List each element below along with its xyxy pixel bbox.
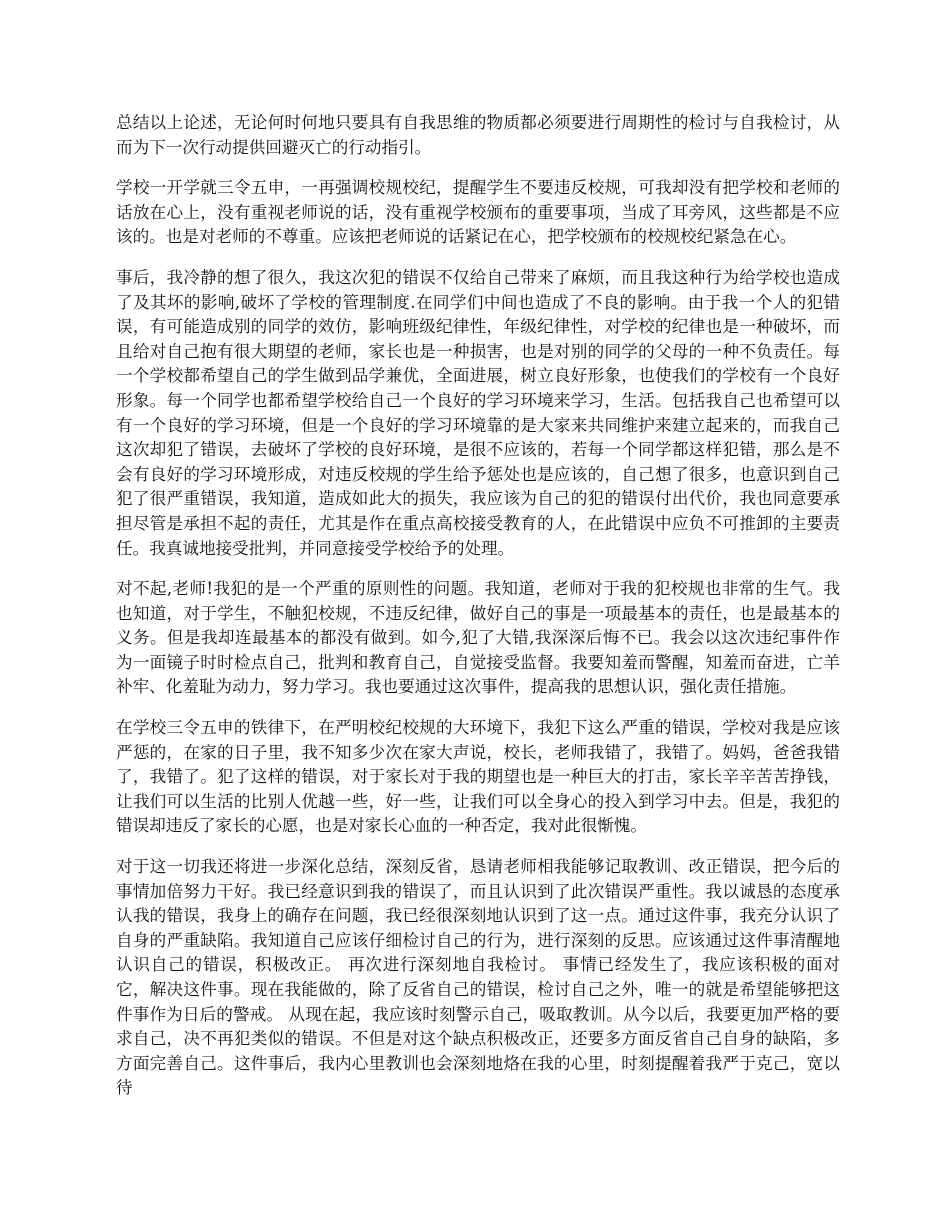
paragraph-2: 学校一开学就三令五申，一再强调校规校纪，提醒学生不要违反校规，可我却没有把学校和老师的话放在心上，没有重视老师说的话，没有重视学校颁布的重要事项，当成了耳旁风，这些都是不应该的。也是对老师的不尊重。应该把老师说的话紧记在心，把学校颁布的校规校纪紧急在心。 xyxy=(116,178,840,247)
paragraph-6: 对于这一切我还将进一步深化总结，深刻反省，恳请老师相我能够记取教训、改正错误，把今后的事情加倍努力干好。我已经意识到我的错误了，而且认识到了此次错误严重性。我以诚恳的态度承认我的错误，我身上的确存在问题，我已经很深刻地认识到了这一点。通过这件事，我充分认识了自身的严重缺陷。我知道自己应该仔细检讨自己的行为，进行深刻的反思。应该通过这件事清醒地认识自己的错误，积极改正。 再次进行深刻地自我检讨。 事情已经发生了，我应该积极的面对它，解决这件事。现在我能做的，除了反省自己的错误，检讨自己之外，唯一的就是希望能够把这件事作为日后的警戒。 从现在起，我应该时刻警示自己，吸取教训。从今以后，我要更加严格的要求自己，决不再犯类似的错误。不但是对这个缺点积极改正，还要多方面反省自己自身的缺陷，多方面完善自己。这件事后，我内心里教训也会深刻地烙在我的心里，时刻提醒着我严于克己，宽以待 xyxy=(116,857,840,1098)
paragraph-3: 事后，我冷静的想了很久，我这次犯的错误不仅给自己带来了麻烦，而且我这种行为给学校也造成了及其坏的影响,破坏了学校的管理制度.在同学们中间也造成了不良的影响。由于我一个人的犯错误，有可能造成别的同学的效仿，影响班级纪律性，年级纪律性，对学校的纪律也是一种破坏，而且给对自己抱有很大期望的老师，家长也是一种损害，也是对别的同学的父母的一种不负责任。每一个学校都希望自己的学生做到品学兼优，全面进展，树立良好形象，也使我们的学校有一个良好形象。每一个同学也都希望学校给自己一个良好的学习环境来学习，生活。包括我自己也希望可以有一个良好的学习环境，但是一个良好的学习环境靠的是大家来共同维护来建立起来的，而我自己这次却犯了错误，去破坏了学校的良好环境，是很不应该的，若每一个同学都这样犯错，那么是不会有良好的学习环境形成，对违反校规的学生给予惩处也是应该的，自己想了很多，也意识到自己犯了很严重错误，我知道，造成如此大的损失，我应该为自己的犯的错误付出代价，我也同意要承担尽管是承担不起的责任，尤其是作在重点高校接受教育的人，在此错误中应负不可推卸的主要责任。我真诚地接受批判，并同意接受学校给予的处理。 xyxy=(116,267,840,558)
document-body xyxy=(116,111,840,1117)
paragraph-4: 对不起,老师!我犯的是一个严重的原则性的问题。我知道，老师对于我的犯校规也非常的生气。我也知道，对于学生，不触犯校规，不违反纪律，做好自己的事是一项最基本的责任，也是最基本的义务。但是我却连最基本的都没有做到。如今,犯了大错,我深深后悔不已。我会以这次违纪事件作为一面镜子时时检点自己，批判和教育自己，自觉接受监督。我要知羞而警醒，知羞而奋进，亡羊补牢、化羞耻为动力，努力学习。我也要通过这次事件，提高我的思想认识，强化责任措施。 xyxy=(116,579,840,697)
paragraph-1: 总结以上论述，无论何时何地只要具有自我思维的物质都必须要进行周期性的检讨与自我检讨，从而为下一次行动提供回避灭亡的行动指引。 xyxy=(116,113,840,157)
paragraph-5: 在学校三令五申的铁律下，在严明校纪校规的大环境下，我犯下这么严重的错误，学校对我是应该严惩的，在家的日子里，我不知多少次在家大声说，校长，老师我错了，我错了。妈妈，爸爸我错了，我错了。犯了这样的错误，对于家长对于我的期望也是一种巨大的打击，家长辛辛苦苦挣钱，让我们可以生活的比别人优越一些，好一些，让我们可以全身心的投入到学习中去。但是，我犯的错误却违反了家长的心愿，也是对家长心血的一种否定，我对此很惭愧。 xyxy=(116,718,840,836)
